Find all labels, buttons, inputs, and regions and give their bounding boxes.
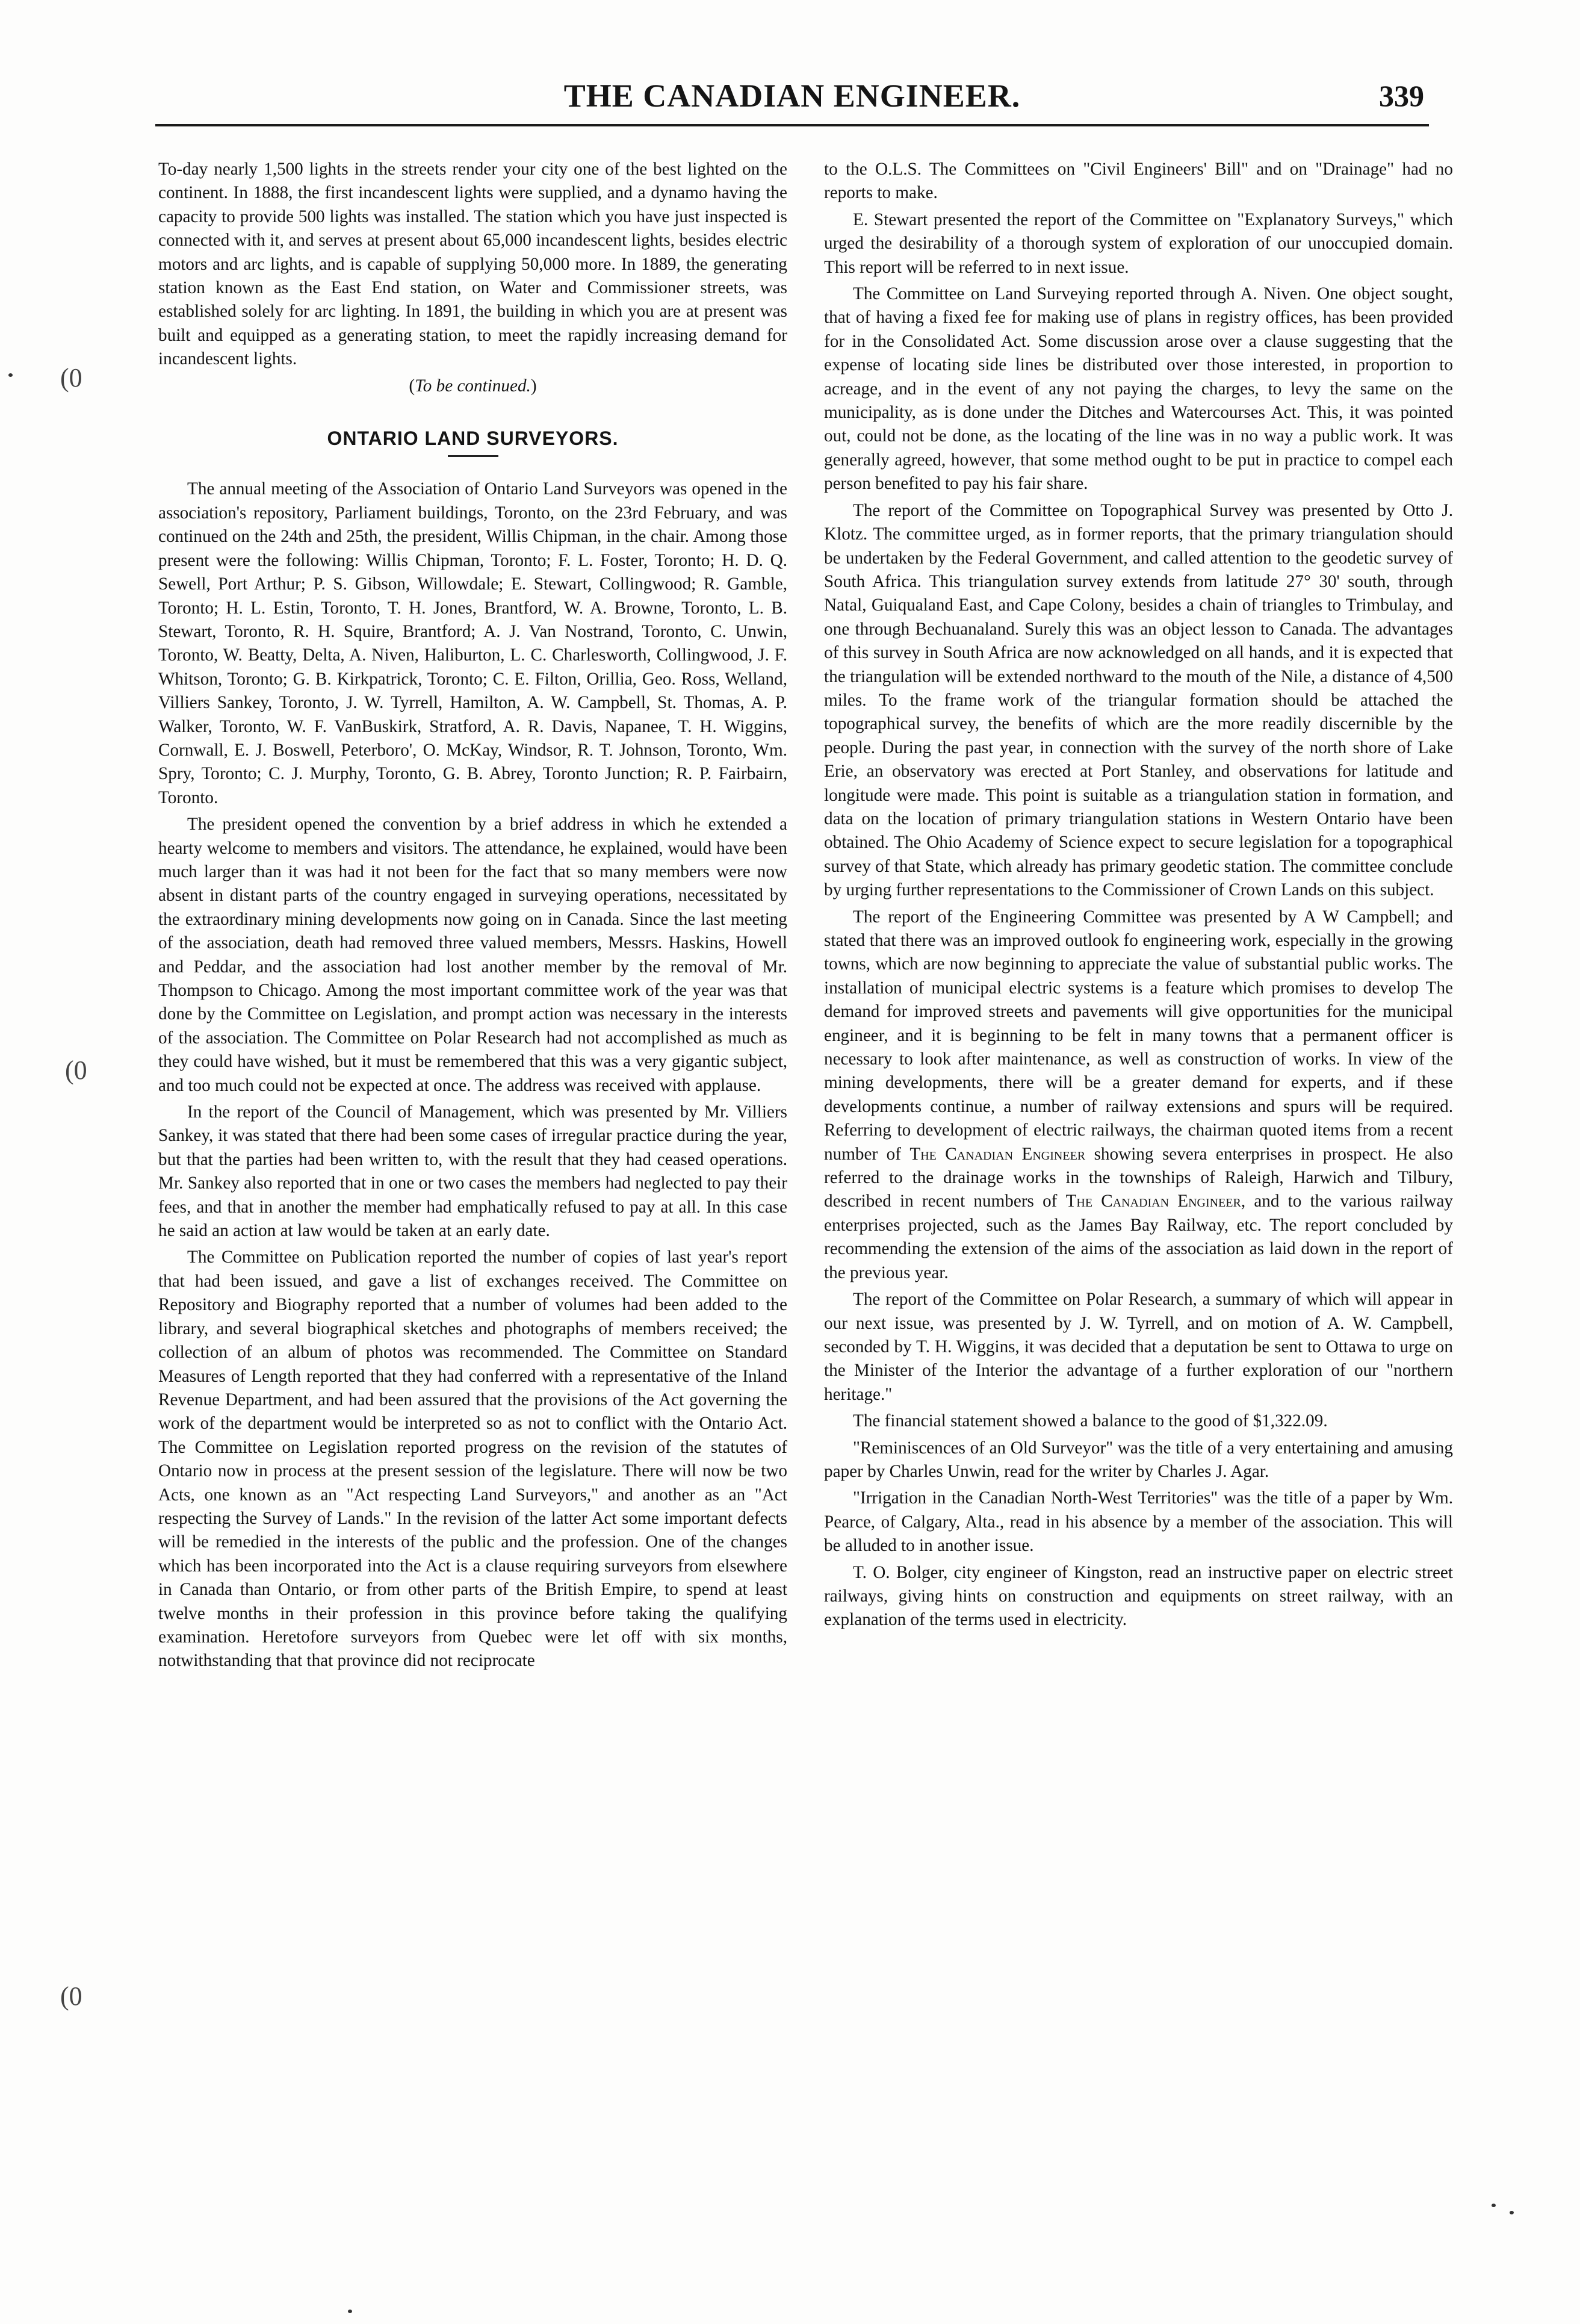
section-rule [448,455,498,457]
article-paragraph: The financial statement showed a balance to the good of $1,322.09. [853,1411,1328,1431]
print-speck [1510,2211,1514,2214]
article-paragraph: The report of the Committee on Polar Research, a summary of which will appear in our next issue, was presented by J. W. Tyrrell, and on motion of A. W. Campbell, seconded by T. H. Wiggins, it was decided that a deputation be sent to Ottawa to urge on the Minister of the Interior the advantage of a further exploration of our "northern heritage." [824,1290,1453,1404]
right-column [824,158,1453,1635]
article-paragraph: to the O.L.S. The Committees on "Civil Engineers' Bill" and on "Drainage" had no reports to make. [824,160,1453,203]
print-speck [1492,2204,1496,2207]
journal-title: THE CANADIAN ENGINEER. [563,78,1021,114]
margin-annotation: (0 [60,363,82,393]
margin-annotation: (0 [60,1981,82,2011]
article-paragraph: E. Stewart presented the report of the Committee on "Explanatory Surveys," which urged the desirability of a thorough system of exploration of our unoccupied domain. This report will be referred to in next issue. [824,210,1453,277]
article-paragraph: "Irrigation in the Canadian North-West Territories" was the title of a paper by Wm. Pearce, of Calgary, Alta., read in his absence by a member of the association. This will be alluded to in another issue. [824,1488,1453,1556]
print-speck [348,2310,352,2313]
article-paragraph: T. O. Bolger, city engineer of Kingston, read an instructive paper on electric street railways, giving hints on construction and equipments on street railway, with an explanation of the terms used in electricity. [824,1562,1453,1630]
article-paragraph: The annual meeting of the Association of Ontario Land Surveyors was opened in the association's repository, Parliament buildings, Toronto, on the 23rd February, and was continued on the 24th and 25th, the president, Willis Chipman, in the chair. Among those present were the following: Willis Chipman, Toronto; F. L. Foster, Toronto; H. D. Q. Sewell, Port Arthur; P. S. Gibson, Willowdale; E. Stewart, Collingwood; R. Gamble, Toronto; H. L. Estin, Toronto, T. H. Jones, Brantford, W. A. Browne, Toronto, L. B. Stewart, Toronto, R. H. Squire, Brantford; A. J. Van Nostrand, Toronto, C. Unwin, Toronto, W. Beatty, Delta, A. Niven, Haliburton, L. C. Charlesworth, Collingwood, J. F. Whitson, Toronto; G. B. Kirkpatrick, Toronto; C. E. Filton, Orillia, Geo. Ross, Welland, Villiers Sankey, Toronto, J. W. Tyrrell, Hamilton, A. W. Campbell, St. Thomas, A. P. Walker, Toronto, W. F. VanBuskirk, Stratford, A. R. Davis, Napanee, T. H. Wiggins, Cornwall, E. J. Boswell, Peterboro', O. McKay, Windsor, R. T. Johnson, Toronto, Wm. Spry, Toronto; C. J. Murphy, Toronto, G. B. Abrey, Toronto Junction; R. P. Fairbairn, Toronto. [158,479,787,807]
page-header [155,77,1429,126]
left-column [158,158,787,1676]
article-paragraph: The report of the Engineering Committee was presented by A W Campbell; and stated that there was an improved outlook fo engineering work, especially in the growing towns, which are now beginning to appreciate the value of substantial public works. The installation of municipal electric systems is a feature which promises to develop The demand for improved streets and pavements will give opportunities for the municipal engineer, and it is beginning to be felt in many towns that a permanent officer is necessary to look after maintenance, as well as construction of works. In view of the mining developments, there will be a greater demand for experts, and if these developments continue, a number of railway extensions and spurs will be required. Referring to development of electric railways, the chairman quoted items from a recent number of The Canadian Engineer showing severa enterprises in prospect. He also referred to the drainage works in the townships of Raleigh, Harwich and Tilbury, described in recent numbers of The Canadian Engineer, and to the various railway enterprises projected, such as the James Bay Railway, etc. The report concluded by recommending the extension of the aims of the association as laid down in the report of the previous year. [824,907,1454,1282]
article-paragraph: "Reminiscences of an Old Surveyor" was the title of a very entertaining and amusing paper by Charles Unwin, read for the writer by Charles J. Agar. [824,1438,1453,1481]
print-speck [8,373,13,377]
margin-annotation: (0 [65,1055,87,1085]
article-paragraph: In the report of the Council of Management, which was presented by Mr. Villiers Sankey, it was stated that there had been some cases of irregular practice during the year, but that the parties had been written to, with the result that they had ceased operations. Mr. Sankey also reported that in one or two cases the members had neglected to pay their fees, and that in another the member had emphatically refused to pay at all. In this case he said an action at law would be taken at an early date. [158,1102,787,1241]
article-paragraph: To-day nearly 1,500 lights in the streets render your city one of the best lighted on the continent. In 1888, the first incandescent lights were supplied, and a dynamo having the capacity to provide 500 lights was installed. The station which you have just inspected is connected with it, and serves at present about 65,000 incandescent lights, besides electric motors and arc lights, and is capable of supplying 50,000 more. In 1889, the generating station known as the East End station, on Water and Commissioner streets, was established solely for arc lighting. In 1891, the building in which you are at present was built and equipped as a generating station, to meet the rapidly increasing demand for incandescent lights. [158,160,787,369]
journal-name: The Canadian Engineer [909,1144,1086,1164]
continued-note: (To be continued.) [409,376,537,396]
article-paragraph: The Committee on Publication reported the number of copies of last year's report that had been issued, and gave a list of exchanges received. The Committee on Repository and Biography reported that a number of volumes had been added to the library, and several biographical sketches and photographs of members received; the collection of an album of photos was recommended. The Committee on Standard Measures of Length reported that they had conferred with a representative of the Inland Revenue Department, and had been assured that the provisions of the Act governing the work of the department would be interpreted so as not to conflict with the Ontario Act. The Committee on Legislation reported progress on the revision of the statutes of Ontario now in process at the present session of the legislature. There will now be two Acts, one known as an "Act respecting Land Surveyors," and another as an "Act respecting the Survey of Lands." In the revision of the latter Act some important defects will be remedied in the interests of the public and the profession. One of the changes which has been incorporated into the Act is a clause requiring surveyors from elsewhere in Canada than Ontario, or from other parts of the British Empire, to spend at least twelve months in their profession in this province before taking the qualifying examination. Heretofore surveyors from Quebec were let off with six months, notwithstanding that that province did not reciprocate [158,1247,787,1671]
page-number: 339 [1379,79,1424,113]
article-paragraph: The Committee on Land Surveying reported through A. Niven. One object sought, that of having a fixed fee for making use of plans in registry offices, has been provided for in the Consolidated Act. Some discussion arose over a clause suggesting that the expense of locating side lines be distributed over those interested, in proportion to acreage, and in the event of any not paying the charges, to levy the same on the municipality, as is done under the Ditches and Watercourses Act. This, it was pointed out, could not be done, as the locating of the line was in no way a public work. It was generally agreed, however, that some method ought to be put in practice to compel each person benefited to pay his fair share. [824,284,1453,494]
journal-name: The Canadian Engineer, [1065,1192,1246,1211]
article-paragraph: The president opened the convention by a brief address in which he extended a hearty welcome to members and visitors. The attendance, he explained, would have been much larger than it was had it not been for the fact that so many members were now absent in distant parts of the country engaged in surveying operations, necessitated by the extraordinary mining developments now going on in Canada. Since the last meeting of the association, death had removed three valued members, Messrs. Haskins, Howell and Peddar, and the association had lost another member by the removal of Mr. Thompson to Chicago. Among the most important committee work of the year was that done by the Committee on Legislation, and prompt action was necessary in the interests of the association. The Committee on Polar Research had not accomplished as much as they could have wished, but it must be remembered that this was a very gigantic subject, and too much could not be expected at once. The address was received with applause. [158,815,787,1095]
article-paragraph: The report of the Committee on Topographical Survey was presented by Otto J. Klotz. The committee urged, as in former reports, that the primary triangulation should be undertaken by the Federal Government, and called attention to the geodetic survey of South Africa. This triangulation survey extends from latitude 27° 30' south, through Natal, Guiqualand East, and Cape Colony, besides a chain of triangles to Trimbulay, and one through Bechuanaland. Surely this was an object lesson to Canada. The advantages of this survey in South Africa are now acknowledged on all hands, and it is expected that the triangulation will be extended northward to the mouth of the Nile, a distance of 4,500 miles. To the frame work of the triangular formation should be attached the topographical survey, the benefits of which are the more readily discernible by the people. During the past year, in connection with the survey of the north shore of Lake Erie, an observatory was erected at Port Stanley, and observations for latitude and longitude were made. This point is suitable as a triangulation station in formation, and data on the location of primary triangulation stations in Western Ontario have been obtained. The Ohio Academy of Science expect to secure legislation for a topographical survey of that State, which already has primary geodetic station. The committee conclude by urging further representations to the Commissioner of Crown Lands on this subject. [824,500,1454,900]
section-title: ONTARIO LAND SURVEYORS. [327,427,619,450]
